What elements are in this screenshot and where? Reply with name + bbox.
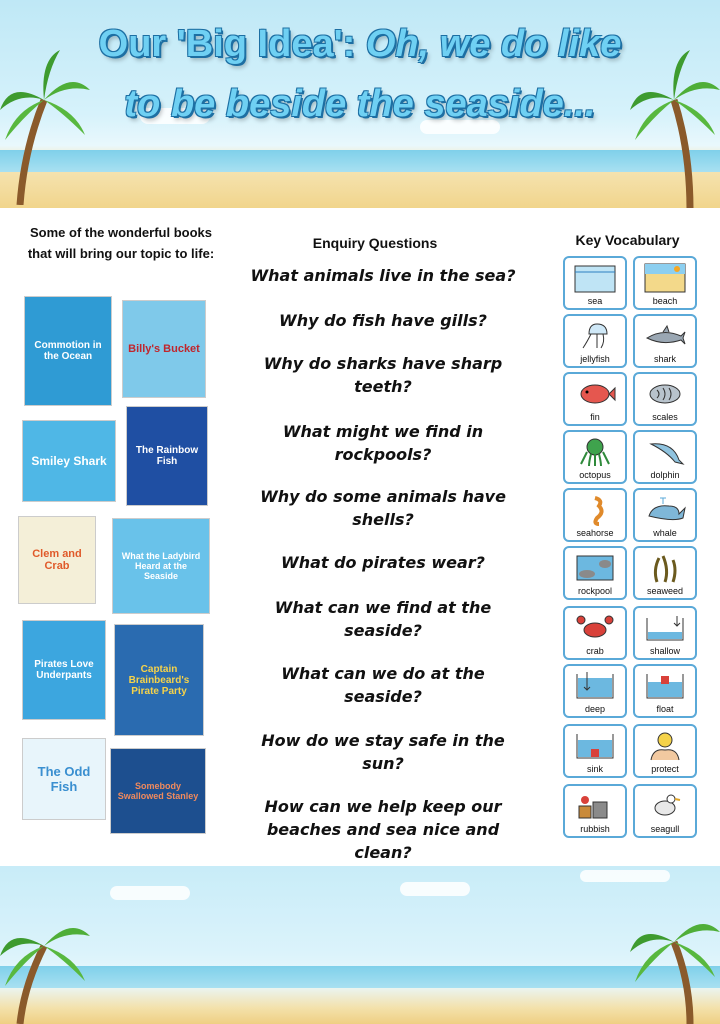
header-banner [0,0,720,208]
vocab-word: sink [586,764,603,774]
enquiry-question: How do we stay safe in the sun? [261,731,505,773]
cloud [580,870,670,882]
vocab-word: dolphin [650,470,680,480]
vocab-card-fin [563,372,627,426]
seaweed-icon [643,552,687,584]
enquiry-question: How can we help keep our beaches and sea nice and clean? [264,797,502,862]
vocab-word: seahorse [576,528,614,538]
book-cover: Captain Brainbeard's Pirate Party [114,624,204,736]
protect-icon [643,730,687,762]
vocab-word: scales [652,412,678,422]
book-cover: Somebody Swallowed Stanley [110,748,206,834]
vocab-word: protect [651,764,679,774]
shark-icon [643,320,687,352]
vocab-card-whale [633,488,697,542]
vocab-word: float [656,704,674,714]
sink-icon [573,730,617,762]
vocab-heading: Key Vocabulary [575,232,680,248]
dolphin-icon [643,436,687,468]
rockpool-icon [573,552,617,584]
seahorse-icon [573,494,617,526]
seagull-icon [643,790,687,822]
vocab-card-seahorse [563,488,627,542]
cloud [110,886,190,900]
jellyfish-icon [573,320,617,352]
books-heading: Some of the wonderful books that will bring our topic to life: [27,225,215,261]
vocab-card-dolphin [633,430,697,484]
book-cover: Smiley Shark [22,420,116,502]
deep-icon [573,670,617,702]
vocab-word: beach [652,296,678,306]
vocab-word: sea [587,296,603,306]
vocab-card-rockpool [563,546,627,600]
page-title: Our 'Big Idea': Oh, we do like to be beside the seaside... [98,23,622,125]
vocab-word: jellyfish [580,354,610,364]
vocab-card-sea [563,256,627,310]
vocab-card-shallow [633,606,697,660]
book-cover: What the Ladybird Heard at the Seaside [112,518,210,614]
book-cover: Clem and Crab [18,516,96,604]
vocab-card-sink [563,724,627,778]
vocab-word: seagull [650,824,680,834]
palm-tree-icon [0,896,90,1024]
float-icon [643,670,687,702]
enquiry-question: What can we find at the seaside? [274,598,492,640]
vocab-word: seaweed [646,586,684,596]
book-cover: The Odd Fish [22,738,106,820]
shallow-icon [643,612,687,644]
book-cover: Pirates Love Underpants [22,620,106,720]
octopus-icon [573,436,617,468]
enquiry-question: What do pirates wear? [281,553,485,572]
vocab-card-deep [563,664,627,718]
rubbish-icon [573,790,617,822]
vocab-card-seagull [633,784,697,838]
book-cover: Billy's Bucket [122,300,206,398]
vocab-word: fin [590,412,600,422]
vocab-word: crab [586,646,604,656]
whale-icon [643,494,687,526]
vocab-card-jellyfish [563,314,627,368]
vocab-card-scales [633,372,697,426]
enquiry-question: Why do sharks have sharp teeth? [263,354,503,396]
vocab-card-octopus [563,430,627,484]
vocab-card-float [633,664,697,718]
book-cover: The Rainbow Fish [126,406,208,506]
cloud [400,882,470,896]
vocab-word: rubbish [580,824,610,834]
enquiry-question: Why do some animals have shells? [260,487,506,529]
sea-icon [573,262,617,294]
vocab-card-protect [633,724,697,778]
sea-strip [0,966,720,988]
enquiry-question: Why do fish have gills? [279,311,487,330]
enquiry-question: What might we find in rockpools? [282,422,484,464]
vocab-word: shallow [649,646,680,656]
crab-icon [573,612,617,644]
vocab-card-shark [633,314,697,368]
sea-strip [0,150,720,172]
scales-icon [643,378,687,410]
vocab-card-seaweed [633,546,697,600]
enquiry-question: What can we do at the seaside? [281,664,485,706]
vocab-card-rubbish [563,784,627,838]
fin-icon [573,378,617,410]
palm-tree-icon [0,40,90,205]
beach-icon [643,262,687,294]
vocab-word: whale [653,528,677,538]
footer-banner [0,866,720,1024]
vocab-word: rockpool [577,586,613,596]
vocab-word: octopus [579,470,611,480]
vocab-card-crab [563,606,627,660]
vocab-word: deep [584,704,606,714]
vocab-card-beach [633,256,697,310]
palm-tree-icon [630,892,720,1024]
enquiry-question: What animals live in the sea? [250,266,516,285]
enquiry-heading: Enquiry Questions [312,235,438,251]
book-cover: Commotion in the Ocean [24,296,112,406]
vocab-word: shark [653,354,676,364]
palm-tree-icon [630,40,720,208]
